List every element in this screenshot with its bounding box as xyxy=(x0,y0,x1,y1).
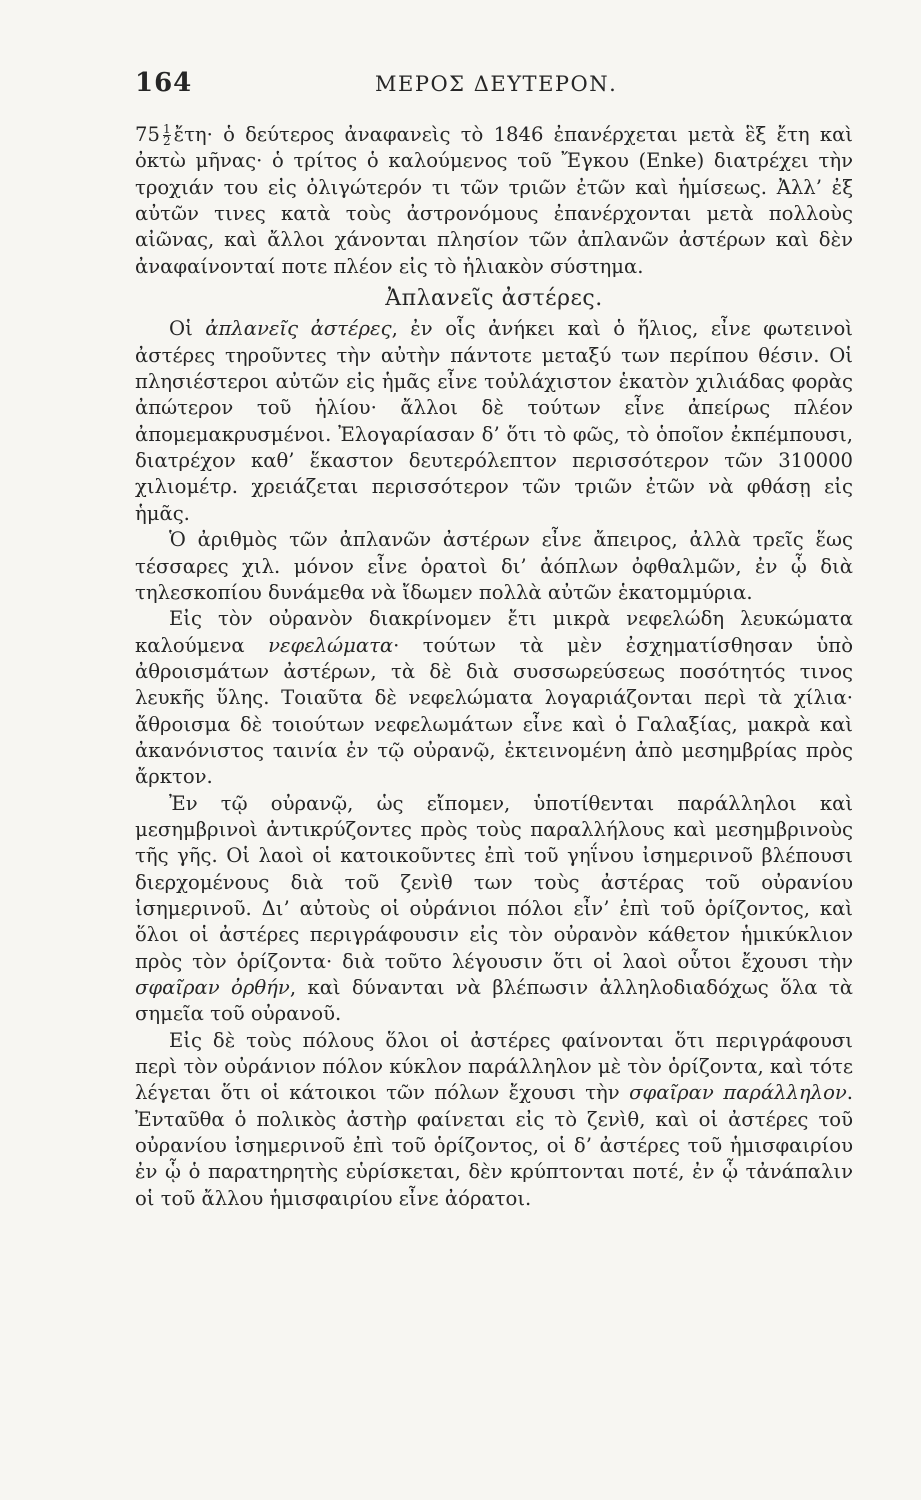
paragraph-parallel-sphere xyxy=(135,1028,853,1212)
continuation-number: 75 xyxy=(135,123,160,146)
p5-rest: . Ἐνταῦθα ὁ πολικὸς ἀστὴρ φαίνεται εἰς τὸ ζενὶθ, καὶ οἱ ἀστέρες τοῦ οὐρανίου ἰσημερινοῦ ἐπὶ τοῦ ὁρίζοντος, οἱ δ’ ἀστέρες τοῦ ἡμισφαιρίου ἐν ᾧ ὁ παρατηρητὴς εὑρίσκεται, δὲν κρύπτονται ποτέ, ἐν ᾧ τἀνάπαλιν οἱ τοῦ ἄλλου ἡμισφαιρίου εἶνε ἀόρατοι. xyxy=(135,1081,854,1210)
fraction-one-half xyxy=(163,124,171,147)
p1-start: Οἱ xyxy=(169,317,193,341)
running-title: ΜΕΡΟΣ ΔΕΥΤΕΡΟΝ. xyxy=(375,72,618,96)
p3-rest: · τούτων τὰ μὲν ἐσχηματίσθησαν ὑπὸ ἀθροισμάτων ἀστέρων, τὰ δὲ διὰ συσσωρεύσεως ποσότητός τινος λευκῆς ὕλης. Τοιαῦτα δὲ νεφελώματα λογαριάζονται περὶ τὰ χίλια· ἄθροισμα δὲ τοιούτων νεφελωμάτων εἶνε καὶ ὁ Γαλαξίας, μακρὰ καὶ ἀκανόνιστος ταινία ἐν τῷ οὐρανῷ, ἐκτεινομένη ἀπὸ μεσημβρίας πρὸς ἄρκτον. xyxy=(135,633,853,789)
p5-start: Εἰς δὲ τοὺς πόλους ὅλοι οἱ ἀστέρες φαίνονται ὅτι περιγράφουσι περὶ τὸν οὐράνιον πόλον κύκλον παράλληλον μὲ τὸν ὁρίζοντα, καὶ τότε λέγεται ὅτι οἱ κάτοικοι τῶν πόλων ἔχουσι τὴν xyxy=(135,1028,853,1105)
body-text xyxy=(135,122,853,1212)
paragraph-right-sphere xyxy=(135,791,853,1028)
p1-rest: , ἐν οἷς ἀνήκει καὶ ὁ ἥλιος, εἶνε φωτεινοὶ ἀστέρες τηροῦντες τὴν αὐτὴν πάντοτε μεταξύ των περίπου θέσιν. Οἱ πλησιέστεροι αὐτῶν εἰς ἡμᾶς εἶνε τοὐλάχιστον ἑκατὸν χιλιάδας φορὰς ἀπώτερον τοῦ ἡλίου· ἄλλοι δὲ τούτων εἶνε ἀπείρως πλέον ἀπομεμακρυσμένοι. Ἐλογαρίασαν δ’ ὅτι τὸ φῶς, τὸ ὁποῖον ἐκπέμπουσι, διατρέχον καθ’ ἕκαστον δευτερόλεπτον περισσότερον τῶν 310000 χιλιομέτρ. χρειάζεται περισσότερον τῶν τριῶν ἐτῶν νὰ φθάσῃ εἰς ἡμᾶς. xyxy=(135,317,853,525)
section-heading: Ἀπλανεῖς ἀστέρες. xyxy=(385,286,603,312)
term-parallel-sphere: σφαῖραν παράλληλον xyxy=(629,1081,847,1105)
term-nebulae: νεφελώματα xyxy=(268,633,394,657)
page-number: 164 xyxy=(135,68,193,98)
paragraph-fixed-stars xyxy=(135,316,853,527)
page-header xyxy=(135,68,853,102)
p4-start: Ἐν τῷ οὐρανῷ, ὡς εἴπομεν, ὑποτίθενται παράλληλοι καὶ μεσημβρινοὶ ἀντικρύζοντες πρὸς τοὺς παραλλήλους καὶ μεσημβρινοὺς τῆς γῆς. Οἱ λαοὶ οἱ κατοικοῦντες ἐπὶ τοῦ γηΐνου ἰσημερινοῦ βλέπουσι διερχομένους διὰ τοῦ ζενὶθ των τοὺς ἀστέρας τοῦ οὐρανίου ἰσημερινοῦ. Δι’ αὐτοὺς οἱ οὐράνιοι πόλοι εἶν’ ἐπὶ τοῦ ὁρίζοντος, καὶ ὅλοι οἱ ἀστέρες περιγράφουσιν εἰς τὸν οὐρανὸν κάθετον ἡμικύκλιον πρὸς τὸν ὁρίζοντα· διὰ τοῦτο λέγουσιν ὅτι οἱ λαοὶ οὗτοι ἔχουσι τὴν xyxy=(135,791,853,973)
term-fixed-stars: ἀπλανεῖς ἀστέρες xyxy=(205,317,392,341)
continuation-paragraph xyxy=(135,122,853,280)
p3-start: Εἰς τὸν οὐρανὸν διακρίνομεν ἔτι μικρὰ νεφελώδη λευκώματα καλούμενα xyxy=(135,607,853,657)
fraction-numerator: 1 xyxy=(162,122,171,136)
p4-rest: , καὶ δύνανται νὰ βλέπωσιν ἀλληλοδιαδόχως ὅλα τὰ σημεῖα τοῦ οὐρανοῦ. xyxy=(135,976,853,1026)
continuation-text: ἔτη· ὁ δεύτερος ἀναφανεὶς τὸ 1846 ἐπανέρχεται μετὰ ἓξ ἔτη καὶ ὀκτὼ μῆνας· ὁ τρίτος ὁ καλούμενος τοῦ Ἔγκου (Enke) διατρέχει τὴν τροχιάν του εἰς ὀλιγώτερόν τι τῶν τριῶν ἐτῶν καὶ ἡμίσεως. Ἀλλ’ ἐξ αὐτῶν τινες κατὰ τοὺς ἀστρονόμους ἐπανέρχονται μετὰ πολλοὺς αἰῶνας, καὶ ἄλλοι χάνονται πλησίον τῶν ἀπλανῶν ἀστέρων καὶ δὲν ἀναφαίνονταί ποτε πλέον εἰς τὸ ἡλιακὸν σύστημα. xyxy=(135,123,853,278)
fraction-denominator: 2 xyxy=(162,134,171,148)
paragraph-star-count: Ὁ ἀριθμὸς τῶν ἀπλανῶν ἀστέρων εἶνε ἄπειρος, ἀλλὰ τρεῖς ἕως τέσσαρες χιλ. μόνον εἶνε ὁρατοὶ δι’ ἀόπλων ὀφθαλμῶν, ἐν ᾧ διὰ τηλεσκοπίου δυνάμεθα νὰ ἴδωμεν πολλὰ αὐτῶν ἑκατομμύρια. xyxy=(135,528,853,604)
paragraph-nebulae xyxy=(135,606,853,790)
term-right-sphere: σφαῖραν ὀρθήν xyxy=(135,976,290,999)
